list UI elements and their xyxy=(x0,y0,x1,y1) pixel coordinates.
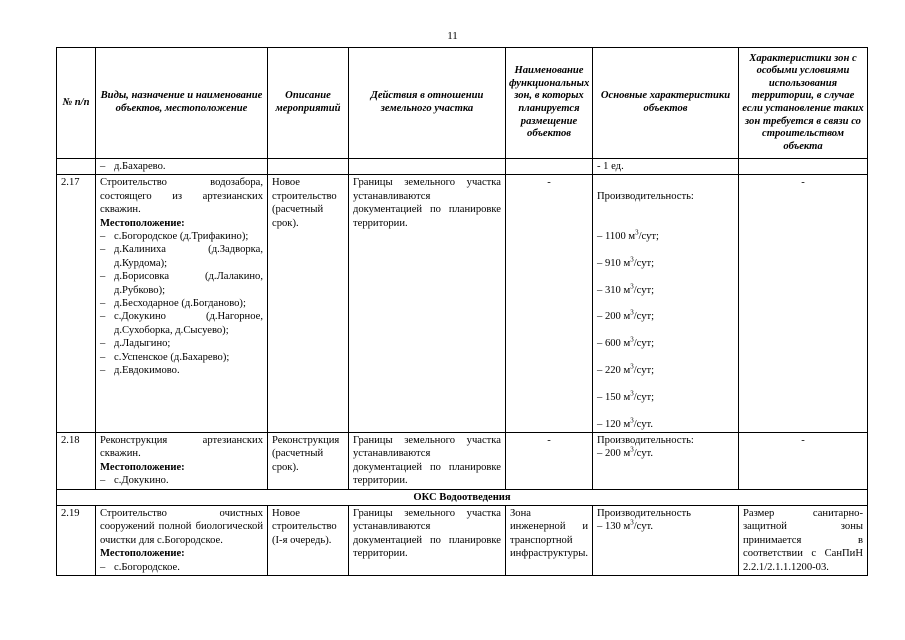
table-row xyxy=(57,175,868,433)
location-label: Местоположение: xyxy=(100,461,185,473)
cell-chars: - 1 ед. xyxy=(593,159,739,175)
page-number: 11 xyxy=(447,30,458,42)
location-item: д.Борисовка (д.Лалакино, д.Рубково); xyxy=(114,271,263,296)
cell-actions: Границы земельного участка устанавливаются документацией по планировке территории. xyxy=(349,432,506,489)
table-row-continuation xyxy=(57,159,868,175)
table-row xyxy=(57,432,868,489)
header-row xyxy=(57,48,868,159)
header-desc: Описание мероприятий xyxy=(268,48,349,159)
perf-label: Производительность xyxy=(597,508,691,519)
table-row xyxy=(57,506,868,576)
perf-value: – 130 $м^3$/сут. xyxy=(597,518,653,533)
cell-desc: Новое строительство (расчетный срок). xyxy=(268,175,349,433)
header-chars: Основные характеристики объектов xyxy=(593,48,739,159)
perf-label: Производительность: xyxy=(597,434,694,446)
location-item: с.Богородское. xyxy=(114,561,180,573)
section-title: ОКС Водоотведения xyxy=(57,489,868,505)
perf-value: – 910 $м^3$/сут; xyxy=(597,255,655,269)
cell-zones: Зона инженерной и транспортной инфраструктуры. xyxy=(506,506,593,576)
cell-special: - xyxy=(739,175,868,433)
location-item: д.Евдокимово. xyxy=(114,365,180,377)
location-list: – с.Богородское. xyxy=(100,561,180,573)
perf-value: – 1100 $м^3$/сут; xyxy=(597,228,659,242)
cell-zones: - xyxy=(506,175,593,433)
cell-desc: Новое строительство (I-я очередь). xyxy=(268,506,349,576)
location-item: д.Бесходарное (д.Богданово); xyxy=(114,298,246,310)
perf-value: – 200 $м^3$/сут. xyxy=(597,445,653,460)
perf-value: – 150 $м^3$/сут; xyxy=(597,389,655,403)
cell-actions: Границы земельного участка устанавливаются документацией по планировке территории. xyxy=(349,175,506,433)
header-types: Виды, назначение и наименование объектов, местоположение xyxy=(96,48,268,159)
cell-num xyxy=(57,159,96,175)
object-title: Реконструкция артезианских скважин. xyxy=(100,434,263,460)
location-item: с.Докукино (д.Нагорное, д.Сухоборка, д.Сысуево); xyxy=(114,311,263,336)
perf-value: – 600 $м^3$/сут; xyxy=(597,335,655,350)
cell-desc: Реконструкция (расчетный срок). xyxy=(268,432,349,489)
cell-special: - xyxy=(739,432,868,489)
location-item: д.Ладыгино; xyxy=(114,338,171,350)
cell-chars xyxy=(593,175,739,433)
perf-value: – 310 $м^3$/сут; xyxy=(597,282,655,296)
cell-special: Размер санитарно-защитной зоны принимается в соответствии с СанПиН 2.2.1/2.1.1.1200-03. xyxy=(739,506,868,576)
header-actions: Действия в отношении земельного участка xyxy=(349,48,506,159)
location-item: с.Успенское (д.Бахарево); xyxy=(114,351,230,363)
cell-location xyxy=(96,159,268,175)
header-special: Характеристики зон с особыми условиями использования территории, в случае если установление таких зон требуется в связи со строительством объекта xyxy=(739,48,868,159)
cell-num: 2.18 xyxy=(57,432,96,489)
location-item: д.Калиниха (д.Задворка, д.Курдома); xyxy=(114,244,263,269)
object-title: Строительство очистных сооружений полной биологической очистки для с.Богородское. xyxy=(100,508,263,546)
header-num: № п/п xyxy=(57,48,96,159)
object-title: Строительство водозабора, состоящего из артезианских скважин. xyxy=(100,177,263,216)
location-item: с.Докукино. xyxy=(114,475,169,487)
cell-zones: - xyxy=(506,432,593,489)
cell-object xyxy=(96,506,268,576)
cell-num: 2.17 xyxy=(57,175,96,433)
location-label: Местоположение: xyxy=(100,217,185,229)
perf-value: – 220 $м^3$/сут; xyxy=(597,362,655,376)
location-item: д.Бахарево. xyxy=(114,161,166,172)
cell-object xyxy=(96,175,268,433)
perf-label: Производительность: xyxy=(597,190,694,202)
dash-mark: – xyxy=(100,161,106,172)
location-list: – с.Богородское (д.Трифакино); – д.Калиниха (д.Задворка, д.Курдома); – д.Борисовка (д.Лалакино, д.Рубково); – д.Бесходарное (д.Богданово); – с.Докукино (д.Нагорное, д.Сухоборка, д.Сысуево); – д.Ладыгино; – с.Успенское (д.Бахарево); – д.Евдокимово. xyxy=(100,231,263,377)
section-row xyxy=(57,489,868,505)
location-list: – с.Докукино. xyxy=(100,475,169,487)
objects-table xyxy=(56,47,868,576)
cell-chars xyxy=(593,432,739,489)
cell-object xyxy=(96,432,268,489)
cell-chars xyxy=(593,506,739,576)
perf-value: – 200 $м^3$/сут; xyxy=(597,308,655,323)
location-item: с.Богородское (д.Трифакино); xyxy=(114,231,249,243)
perf-value: – 120 $м^3$/сут. xyxy=(597,416,653,430)
cell-num: 2.19 xyxy=(57,506,96,576)
location-label: Местоположение: xyxy=(100,548,185,560)
cell-actions: Границы земельного участка устанавливаются документацией по планировке территории. xyxy=(349,506,506,576)
header-zones: Наименование функциональных зон, в которых планируется размещение объектов xyxy=(506,48,593,159)
